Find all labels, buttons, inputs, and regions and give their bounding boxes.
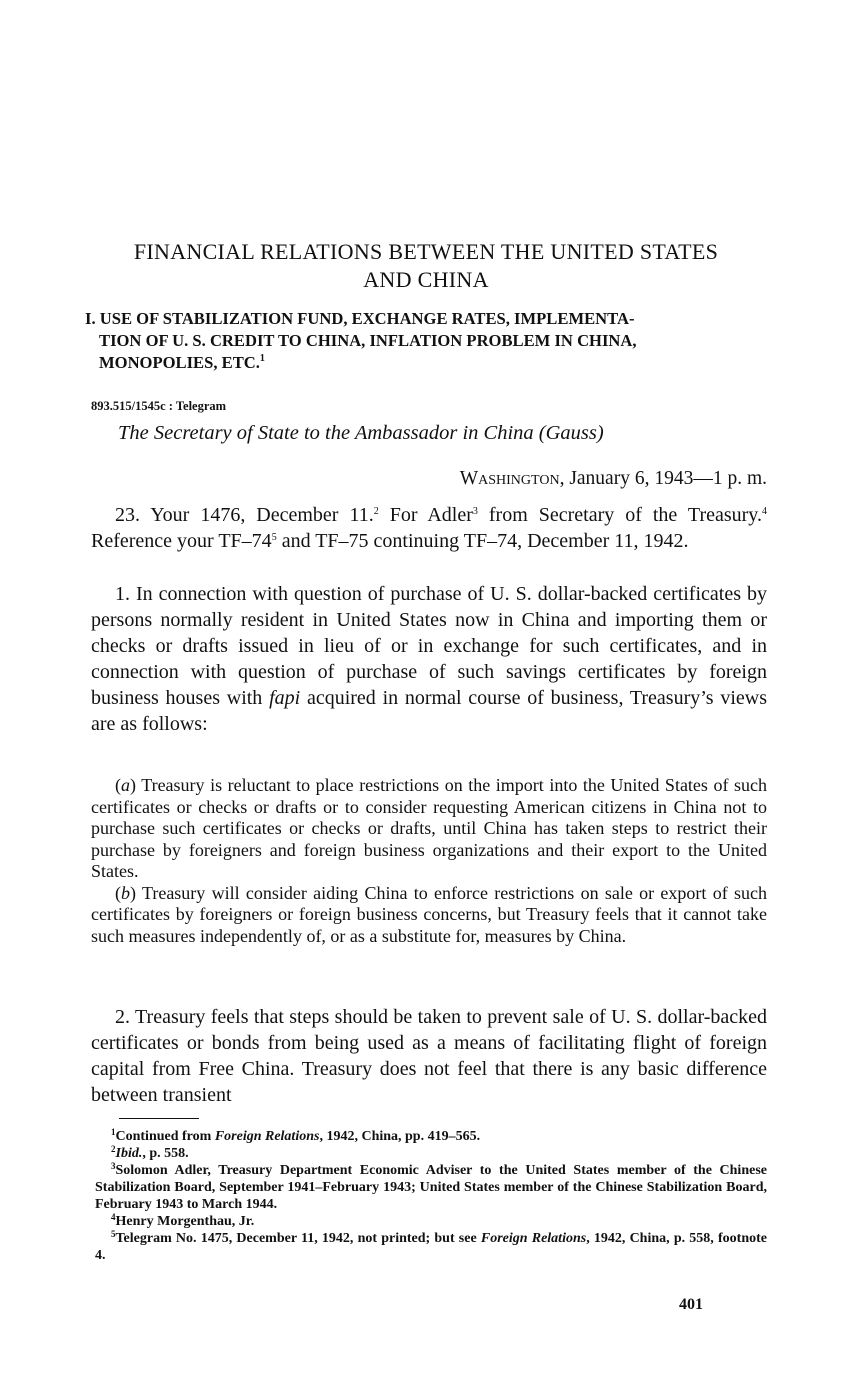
paragraph-1 [91,581,767,737]
footnote-number: 3 [111,1161,116,1171]
document-heading-close: ) [596,422,604,444]
dateline-date: , January 6, 1943—1 p. m. [559,468,767,489]
footnote-text: Telegram No. 1475, December 11, 1942, not printed; but see [115,1231,481,1246]
footnote-italic: Foreign Relations [214,1129,320,1144]
footnote-number: 4 [111,1212,116,1222]
file-reference: 893.515/1545c : Telegram [91,399,227,413]
footnote-text: Solomon Adler, Treasury Department Economic Adviser to the United States member of the Chinese Stabilization Board, September 1941–February 1943; United States member of the Chinese Stabilization Board, February 1943 to March 1944. [95,1163,767,1212]
paragraph-2: 2. Treasury feels that steps should be taken to prevent sale of U. S. dollar-backed certificates or bonds from being used as a means of facilitating flight of foreign capital from Free China. Treasury does not feel that there is any basic difference between transient [91,1006,767,1106]
footnote-4 [95,1213,767,1230]
section-title-line3: MONOPOLIES, ETC. [99,353,260,372]
footnote-text: , 1942, China, p. 558, footnote 4. [95,1231,767,1263]
paragraph-1-italic: fapi [269,687,301,709]
body-paragraph-2 [91,1004,767,1108]
footnote-text: , 1942, China, pp. 419–565. [319,1129,481,1144]
quote-a-label: a [121,775,130,795]
paragraph-1-text-1: 1. In connection with question of purchase of U. S. dollar-backed certificates by persons normally resident in United States now in China and importing them or checks or drafts issued in lieu of or in exchange for such certificates, and in connection with question of purchase of such savings certificates by foreign business houses with [91,583,767,709]
paragraph-23 [91,502,767,554]
chapter-title [85,238,767,294]
chapter-title-line1: FINANCIAL RELATIONS BETWEEN THE UNITED STATES [133,239,719,264]
paragraph-23-text-4: Reference your TF–74 [91,530,272,552]
footnote-text: Continued from [115,1129,215,1144]
paragraph-23-text-2: For Adler [378,504,473,526]
quote-a: (a) Treasury is reluctant to place restrictions on the import into the United States of such certificates or checks or drafts or to consider requesting American citizens in China not to purchase such certificates or checks or drafts, until China has taken steps to restrict their purchase by foreigners and foreign business organizations and their export to the United States. [91,775,767,881]
paragraph-23-text-5: and TF–75 continuing TF–74, December 11, 1942. [276,530,689,552]
quote-b: (b) Treasury will consider aiding China to enforce restrictions on sale or export of such certificates by foreigners or foreign business concerns, but Treasury feels that it cannot take such measures independently of, or as a substitute for, measures by China. [91,882,767,946]
paragraph-23-text-1: 23. Your 1476, December 11. [115,504,374,526]
document-heading-text: The Secretary of State to the Ambassador in China ( [118,422,546,444]
footnote-italic: Ibid. [115,1146,143,1161]
dateline [460,468,767,490]
footnote-ref: 4 [762,506,767,517]
footnote-ref: 3 [472,506,478,517]
footnote-number: 5 [111,1229,116,1239]
document-heading-name: Gauss [545,422,597,444]
section-title-line3-wrap [85,352,761,374]
footnote-text: , p. 558. [142,1146,189,1161]
quote-b-text: Treasury will consider aiding China to enforce restrictions on sale or export of such certificates by foreigners or foreign business concerns, but Treasury feels that it cannot take such measures independently of, or as a substitute for, measures by China. [91,882,767,946]
footnote-1 [95,1128,767,1145]
quote-a-text: Treasury is reluctant to place restrictions on the import into the United States of such certificates or checks or drafts or to consider requesting American citizens in China not to purchase such certificates or checks or drafts, until China has taken steps to restrict their purchase by foreigners and foreign business organizations and their export to the United States. [91,775,767,881]
footnote-text: Henry Morgenthau, Jr. [115,1214,255,1229]
footnote-ref: 2 [373,506,379,517]
footnote-ref: 5 [271,532,277,543]
footnote-divider [119,1118,199,1119]
document-heading [118,422,604,445]
chapter-title-line2: AND CHINA [363,267,489,292]
body-paragraph-23 [91,502,767,554]
footnote-number: 2 [111,1144,116,1154]
page-number: 401 [679,1296,703,1313]
section-title-line1: I. USE OF STABILIZATION FUND, EXCHANGE RATES, IMPLEMENTA- [85,309,635,328]
footnote-number: 1 [111,1127,116,1137]
footnote-2 [95,1145,767,1162]
section-title-line2: TION OF U. S. CREDIT TO CHINA, INFLATION PROBLEM IN CHINA, [99,331,637,350]
paragraph-23-text-3: from Secretary of the Treasury. [477,504,762,526]
body-paragraph-1 [91,581,767,737]
section-title [85,308,761,374]
footnote-3 [95,1162,767,1213]
footnote-italic: Foreign Relations [480,1231,587,1246]
quote-b-label: b [121,882,130,903]
footnote-ref: 1 [259,353,265,364]
dateline-city: Washington [459,468,560,489]
quoted-section [91,775,767,947]
footnotes [95,1128,767,1264]
footnote-5 [95,1230,767,1264]
paragraph-1-text-2: acquired in normal course of business, Treasury’s views are as follows: [91,687,767,735]
